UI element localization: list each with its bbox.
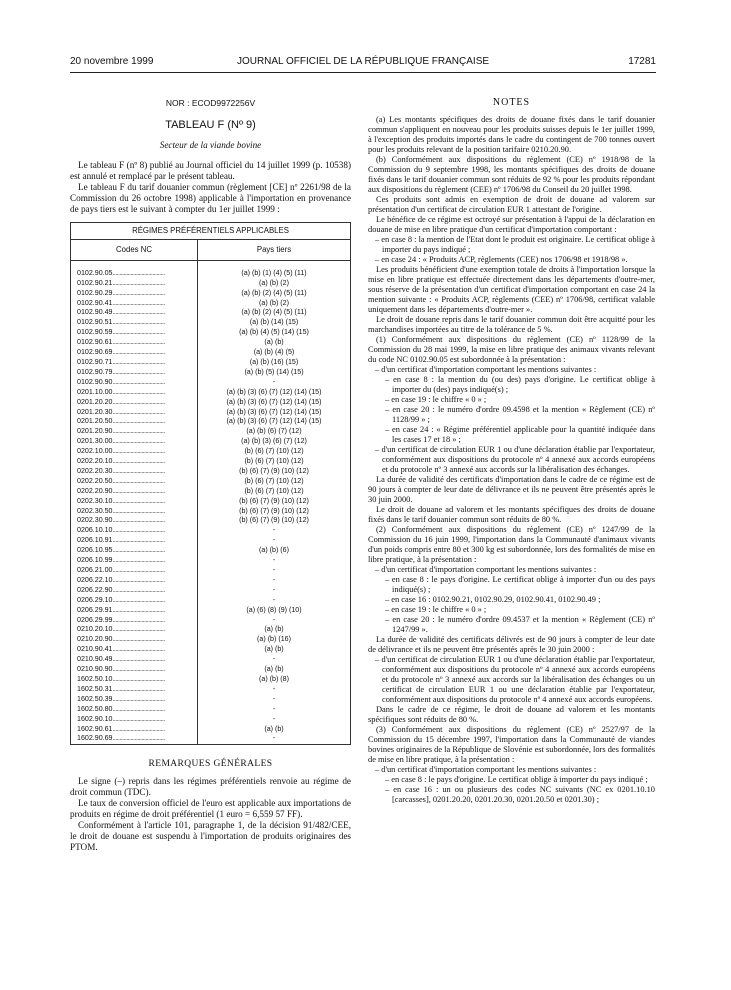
- leader-dots: ......................................: [112, 476, 165, 485]
- pays-tiers-cell: -: [198, 576, 351, 586]
- note-list-item: – d'un certificat d'importation comportant les mentions suivantes :: [375, 565, 597, 574]
- pays-tiers-cell: (a) (b) (8): [198, 675, 351, 685]
- code-nc-cell: [71, 556, 198, 566]
- leader-dots: ......................................: [112, 466, 165, 475]
- table-row: [71, 655, 351, 665]
- table-body: [71, 260, 351, 745]
- note-list-item: – en case 19 : le chiffre « 0 » ;: [385, 605, 487, 614]
- leader-dots: ......................................: [112, 595, 165, 604]
- table-row: [71, 487, 351, 497]
- leader-dots: ......................................: [112, 724, 165, 733]
- leader-dots: ......................................: [112, 704, 165, 713]
- code-nc-cell: [71, 477, 198, 487]
- code-nc: 0202.10.00: [77, 447, 113, 456]
- code-nc-cell: [71, 299, 198, 309]
- note-paragraph: (a) Les montants spécifiques des droits de douane fixés dans le tarif douanier commun s'appliquent en nouveau pour les produits suisses depuis le 1er juillet 1999, à l'exception des produits importés dans le cadre du contingent de 700 tonnes ouvert pour les produits relevant de la position tarifaire 0210.20.90.: [368, 115, 655, 154]
- header-page-number: 17281: [628, 56, 656, 67]
- leader-dots: ......................................: [112, 615, 165, 624]
- table-row: [71, 427, 351, 437]
- code-nc-cell: [71, 507, 198, 517]
- table-row: [71, 388, 351, 398]
- code-nc: 0210.20.90: [77, 635, 113, 644]
- leader-dots: ......................................: [112, 407, 165, 416]
- code-nc: 1602.90.61: [77, 724, 113, 733]
- code-nc-cell: [71, 536, 198, 546]
- table-row: [71, 616, 351, 626]
- note-list-item: – en case 16 : un ou plusieurs des codes NC suivants (NC ex 0201.10.10 [carcasses], 0201.20.20, 0201.20.30, 0201.20.50 et 0201.30) ;: [385, 785, 655, 804]
- table-row: [71, 734, 351, 744]
- leader-dots: ......................................: [112, 536, 165, 545]
- header-rule: [70, 72, 656, 73]
- column-header-codes: Codes NC: [71, 239, 198, 260]
- pays-tiers-cell: -: [198, 655, 351, 665]
- code-nc-cell: [71, 427, 198, 437]
- code-nc-cell: [71, 546, 198, 556]
- code-nc: 0102.90.69: [77, 348, 113, 357]
- leader-dots: ......................................: [112, 575, 165, 584]
- note-list-item: – en case 8 : le pays d'origine. Le certificat oblige à importer d'un ou des pays indiqué(s) ;: [385, 575, 655, 594]
- header-date: 20 novembre 1999: [70, 56, 154, 67]
- note-paragraph: Le bénéfice de ce régime est octroyé sur présentation à l'appui de la déclaration en douane de mise en libre pratique d'un certificat d'importation comportant :: [368, 215, 655, 234]
- code-nc-cell: [71, 398, 198, 408]
- leader-dots: ......................................: [112, 714, 165, 723]
- sector-subtitle: Secteur de la viande bovine: [159, 140, 262, 150]
- leader-dots: ......................................: [112, 585, 165, 594]
- code-nc: 0202.30.90: [77, 516, 113, 525]
- code-nc: 1602.50.80: [77, 704, 113, 713]
- table-row: [71, 576, 351, 586]
- table-row: [71, 665, 351, 675]
- code-nc: 0206.21.00: [77, 566, 113, 574]
- table-row: [71, 526, 351, 536]
- code-nc-cell: [71, 417, 198, 427]
- nor-reference: NOR : ECOD9972256V: [165, 98, 256, 108]
- leader-dots: ......................................: [112, 308, 165, 317]
- code-nc: 0102.90.21: [77, 278, 113, 287]
- code-nc: 0202.30.10: [77, 496, 113, 505]
- table-row: [71, 457, 351, 467]
- note-list-item: – en case 24 : « Produits ACP, règlements (CEE) nos 1706/98 et 1918/98 ».: [375, 255, 628, 264]
- pays-tiers-cell: -: [198, 378, 351, 388]
- leader-dots: ......................................: [112, 377, 165, 386]
- leader-dots: ......................................: [112, 506, 165, 515]
- code-nc-cell: [71, 269, 198, 279]
- pays-tiers-cell: (a) (b) (16) (15): [198, 358, 351, 368]
- table-row: [71, 299, 351, 309]
- code-nc: 0206.10.10: [77, 526, 113, 535]
- table-row: [71, 645, 351, 655]
- table-row: [71, 606, 351, 616]
- code-nc: 0201.30.00: [77, 437, 113, 446]
- note-paragraph: Le droit de douane ad valorem et les montants spécifiques des droits de douane fixés dans le tarif douanier commun sont réduits de 80 %.: [368, 505, 655, 524]
- code-nc: 0206.22.90: [77, 585, 113, 594]
- code-nc-cell: [71, 368, 198, 378]
- table-row: [71, 368, 351, 378]
- code-nc: 0201.20.50: [77, 417, 113, 426]
- leader-dots: ......................................: [112, 516, 165, 525]
- code-nc: 0202.30.50: [77, 506, 113, 515]
- leader-dots: ......................................: [112, 318, 165, 327]
- leader-dots: ......................................: [112, 734, 165, 743]
- pays-tiers-cell: (a) (6) (8) (9) (10): [198, 606, 351, 616]
- leader-dots: ......................................: [112, 298, 165, 307]
- note-paragraph: (b) Conformément aux dispositions du règlement (CE) nº 1918/98 de la Commission du 9 septembre 1998, les montants spécifiques des droits de douane fixés dans le tarif douanier commun sont réduits de 92 % pour les produits répondant aux dispositions du règlement (CEE) nº 1706/98 du Conseil du 20 juillet 1998.: [368, 155, 655, 194]
- code-nc-cell: [71, 715, 198, 725]
- note-paragraph: (2) Conformément aux dispositions du règlement (CE) nº 1247/99 de la Commission du 16 juin 1999, l'importation dans la Communauté d'animaux vivants d'un poids compris entre 80 et 300 kg est subordonnée, lors des formalités de mise en libre pratique, à la présentation :: [368, 525, 655, 564]
- note-list-item: – d'un certificat d'importation comportant les mentions suivantes :: [375, 765, 597, 774]
- leader-dots: ......................................: [112, 625, 165, 634]
- table-row: [71, 358, 351, 368]
- code-nc-cell: [71, 635, 198, 645]
- pays-tiers-cell: (a) (b) (1) (4) (5) (11): [198, 269, 351, 279]
- pays-tiers-cell: (a) (b): [198, 338, 351, 348]
- table-row: [71, 705, 351, 715]
- code-nc: 0206.10.95: [77, 546, 113, 555]
- code-nc-cell: [71, 655, 198, 665]
- remark-paragraph: Le signe (–) repris dans les régimes préférentiels renvoie au régime de droit commun (TDC).: [70, 776, 351, 798]
- code-nc-cell: [71, 516, 198, 526]
- note-paragraph: Le droit de douane repris dans le tarif douanier commun doit être acquitté pour les marchandises importées au titre de la tolérance de 5 %.: [368, 315, 655, 334]
- table-row: [71, 417, 351, 427]
- pays-tiers-cell: (a) (b) (6): [198, 546, 351, 556]
- table-row: [71, 536, 351, 546]
- code-nc: 0102.90.51: [77, 318, 113, 327]
- table-row: [71, 279, 351, 289]
- notes-body: [368, 115, 655, 805]
- table-row: [71, 715, 351, 725]
- code-nc: 0202.20.90: [77, 486, 113, 495]
- remarks-title: REMARQUES GÉNÉRALES: [148, 759, 273, 770]
- pays-tiers-cell: (b) (6) (7) (10) (12): [198, 457, 351, 467]
- note-paragraph: La durée de validité des certificats délivrés est de 90 jours à compter de leur date de délivrance et ils ne peuvent être présentés après le 30 juin 2000 :: [368, 635, 655, 654]
- note-paragraph: La durée de validité des certificats d'importation dans le cadre de ce régime est de 90 jours à compter de leur date de délivrance et ils ne peuvent être présentés après le 30 juin 2000.: [368, 475, 655, 504]
- note-list-item: – en case 16 : 0102.90.21, 0102.90.29, 0102.90.41, 0102.90.49 ;: [385, 595, 601, 604]
- pays-tiers-cell: (a) (b): [198, 625, 351, 635]
- leader-dots: ......................................: [112, 665, 165, 674]
- code-nc: 1602.50.10: [77, 674, 113, 683]
- code-nc: 0102.90.59: [77, 328, 113, 337]
- code-nc-cell: [71, 576, 198, 586]
- code-nc-cell: [71, 675, 198, 685]
- code-nc: 0206.29.10: [77, 595, 113, 604]
- pays-tiers-cell: (a) (b) (4) (5): [198, 348, 351, 358]
- leader-dots: ......................................: [112, 268, 165, 277]
- pays-tiers-cell: -: [198, 526, 351, 536]
- code-nc: 0102.90.05: [77, 268, 113, 277]
- code-nc: 0202.20.30: [77, 466, 113, 475]
- code-nc: 1602.90.10: [77, 714, 113, 723]
- pays-tiers-cell: (a) (b) (3) (6) (7) (12) (14) (15): [198, 388, 351, 398]
- pays-tiers-cell: (a) (b) (2): [198, 299, 351, 309]
- leader-dots: ......................................: [112, 496, 165, 505]
- pays-tiers-cell: -: [198, 685, 351, 695]
- code-nc-cell: [71, 378, 198, 388]
- left-column: [70, 98, 351, 853]
- page-header: [70, 56, 656, 70]
- note-list-item: – d'un certificat d'importation comportant les mentions suivantes :: [375, 365, 597, 374]
- code-nc-cell: [71, 566, 198, 576]
- intro-text: [70, 160, 351, 215]
- code-nc: 0206.10.91: [77, 536, 113, 545]
- notes-title: NOTES: [492, 97, 531, 108]
- code-nc-cell: [71, 695, 198, 705]
- leader-dots: ......................................: [112, 556, 165, 565]
- code-nc-cell: [71, 625, 198, 635]
- pays-tiers-cell: -: [198, 556, 351, 566]
- code-nc: 0206.29.91: [77, 605, 113, 614]
- code-nc-cell: [71, 328, 198, 338]
- pays-tiers-cell: -: [198, 536, 351, 546]
- leader-dots: ......................................: [112, 338, 165, 347]
- table-title: TABLEAU F (Nº 9): [165, 119, 256, 131]
- table-row: [71, 338, 351, 348]
- note-list-item: – en case 20 : le numéro d'ordre 09.4598 et la mention « Règlement (CE) nº 1128/99 » ;: [385, 405, 655, 424]
- code-nc-cell: [71, 408, 198, 418]
- code-nc-cell: [71, 358, 198, 368]
- code-nc: 0102.90.79: [77, 367, 113, 376]
- code-nc-cell: [71, 705, 198, 715]
- code-nc-cell: [71, 725, 198, 735]
- code-nc-cell: [71, 467, 198, 477]
- code-nc-cell: [71, 665, 198, 675]
- pays-tiers-cell: (b) (6) (7) (10) (12): [198, 477, 351, 487]
- leader-dots: ......................................: [112, 605, 165, 614]
- code-nc-cell: [71, 348, 198, 358]
- table-row: [71, 507, 351, 517]
- pays-tiers-cell: (a) (b) (4) (5) (14) (15): [198, 328, 351, 338]
- leader-dots: ......................................: [112, 447, 165, 456]
- leader-dots: ......................................: [112, 546, 165, 555]
- code-nc: 1602.50.31: [77, 684, 113, 693]
- remark-paragraph: Le taux de conversion officiel de l'euro est applicable aux importations de produits en régime de droit préférentiel (1 euro = 6,559 57 FF).: [70, 798, 351, 820]
- leader-dots: ......................................: [112, 486, 165, 495]
- code-nc: 0206.29.99: [77, 615, 113, 624]
- code-nc: 0210.90.41: [77, 645, 113, 654]
- note-list-item: – en case 20 : le numéro d'ordre 09.4537 et la mention « Règlement (CE) nº 1247/99 ».: [385, 615, 655, 634]
- pays-tiers-cell: (a) (b) (6) (7) (12): [198, 427, 351, 437]
- code-nc-cell: [71, 497, 198, 507]
- code-nc-cell: [71, 685, 198, 695]
- pays-tiers-cell: -: [198, 596, 351, 606]
- pays-tiers-cell: (a) (b): [198, 725, 351, 735]
- pays-tiers-cell: (b) (6) (7) (9) (10) (12): [198, 497, 351, 507]
- code-nc-cell: [71, 586, 198, 596]
- code-nc-cell: [71, 457, 198, 467]
- pays-tiers-cell: (b) (6) (7) (9) (10) (12): [198, 467, 351, 477]
- table-row: [71, 685, 351, 695]
- pays-tiers-cell: (a) (b): [198, 665, 351, 675]
- code-nc: 0202.20.10: [77, 457, 113, 466]
- table-row: [71, 497, 351, 507]
- code-nc-cell: [71, 734, 198, 744]
- code-nc: 0102.90.71: [77, 357, 113, 366]
- leader-dots: ......................................: [112, 655, 165, 664]
- tariff-table: [70, 222, 351, 745]
- code-nc-cell: [71, 279, 198, 289]
- code-nc: 1602.90.69: [77, 734, 113, 743]
- pays-tiers-cell: (a) (b) (3) (6) (7) (12) (14) (15): [198, 398, 351, 408]
- code-nc: 0201.20.90: [77, 427, 113, 436]
- right-column: [368, 98, 655, 805]
- intro-paragraph: Le tableau F (nº 8) publié au Journal officiel du 14 juillet 1999 (p. 10538) est annulé et remplacé par le présent tableau.: [70, 160, 351, 181]
- table-row: [71, 269, 351, 279]
- table-row: [71, 447, 351, 457]
- pays-tiers-cell: -: [198, 715, 351, 725]
- pays-tiers-cell: -: [198, 586, 351, 596]
- code-nc: 0210.90.90: [77, 665, 113, 674]
- note-paragraph: Les produits bénéficient d'une exemption totale de droits à l'importation lorsque la mise en libre pratique est effectuée directement dans les départements d'outre-mer, sous réserve de la présentation d'un certificat d'importation comportant en case 24 la mention suivante : « Produits ACP, règlements (CEE) nº 1706/98, certificat valable uniquement dans les départements d'outre-mer ».: [368, 265, 655, 314]
- leader-dots: ......................................: [112, 278, 165, 287]
- leader-dots: ......................................: [112, 328, 165, 337]
- leader-dots: ......................................: [112, 397, 165, 406]
- pays-tiers-cell: (a) (b) (5) (14) (15): [198, 368, 351, 378]
- leader-dots: ......................................: [112, 387, 165, 396]
- code-nc-cell: [71, 487, 198, 497]
- column-header-pays: Pays tiers: [198, 239, 351, 260]
- code-nc: 0210.20.10: [77, 625, 113, 634]
- header-journal: JOURNAL OFFICIEL DE LA RÉPUBLIQUE FRANÇAISE: [236, 56, 490, 67]
- leader-dots: ......................................: [112, 367, 165, 376]
- pays-tiers-cell: -: [198, 695, 351, 705]
- code-nc: 0206.10.99: [77, 556, 113, 565]
- note-paragraph: Dans le cadre de ce régime, le droit de douane ad valorem et les montants spécifiques sont réduits de 80 %.: [368, 705, 655, 724]
- pays-tiers-cell: (b) (6) (7) (9) (10) (12): [198, 516, 351, 526]
- table-row: [71, 625, 351, 635]
- code-nc: 0201.20.20: [77, 397, 113, 406]
- leader-dots: ......................................: [112, 684, 165, 693]
- code-nc-cell: [71, 318, 198, 328]
- table-header-main: RÉGIMES PRÉFÉRENTIELS APPLICABLES: [71, 223, 351, 240]
- table-row: [71, 289, 351, 299]
- leader-dots: ......................................: [112, 694, 165, 703]
- table-row: [71, 408, 351, 418]
- leader-dots: ......................................: [112, 566, 165, 574]
- code-nc-cell: [71, 645, 198, 655]
- code-nc-cell: [71, 437, 198, 447]
- table-row: [71, 546, 351, 556]
- table-row: [71, 398, 351, 408]
- pays-tiers-cell: -: [198, 616, 351, 626]
- code-nc-cell: [71, 447, 198, 457]
- pays-tiers-cell: (b) (6) (7) (10) (12): [198, 447, 351, 457]
- pays-tiers-cell: (b) (6) (7) (10) (12): [198, 487, 351, 497]
- pays-tiers-cell: -: [198, 734, 351, 744]
- leader-dots: ......................................: [112, 348, 165, 357]
- code-nc-cell: [71, 338, 198, 348]
- leader-dots: ......................................: [112, 357, 165, 366]
- table-row: [71, 586, 351, 596]
- code-nc: 0210.90.49: [77, 655, 113, 664]
- table-row: [71, 437, 351, 447]
- leader-dots: ......................................: [112, 437, 165, 446]
- code-nc: 0102.90.61: [77, 338, 113, 347]
- pays-tiers-cell: (a) (b) (3) (6) (7) (12) (14) (15): [198, 417, 351, 427]
- table-row: [71, 556, 351, 566]
- leader-dots: ......................................: [112, 427, 165, 436]
- pays-tiers-cell: -: [198, 566, 351, 576]
- pays-tiers-cell: (a) (b) (3) (6) (7) (12): [198, 437, 351, 447]
- note-list-item: – en case 8 : la mention de l'Etat dont le produit est originaire. Le certificat oblige à importer du pays indiqué ;: [375, 235, 655, 254]
- note-paragraph: (3) Conformément aux dispositions du règlement (CE) nº 2527/97 de la Commission du 15 décembre 1997, l'importation dans la Communauté de viandes bovines originaires de la République de Slovénie est subordonnée, lors des formalités de mise en libre pratique, à la présentation :: [368, 725, 655, 764]
- code-nc: 0102.90.29: [77, 288, 113, 297]
- table-row: [71, 675, 351, 685]
- pays-tiers-cell: (a) (b) (2): [198, 279, 351, 289]
- remark-paragraph: Conformément à l'article 101, paragraphe 1, de la décision 91/482/CEE, le droit de douane est suspendu à l'importation de produits originaires des PTOM.: [70, 820, 351, 853]
- table-row: [71, 695, 351, 705]
- code-nc: 0102.90.49: [77, 308, 113, 317]
- pays-tiers-cell: (a) (b) (14) (15): [198, 318, 351, 328]
- note-list-item: – d'un certificat de circulation EUR 1 ou d'une déclaration établie par l'exportateur, conformément aux dispositions du protocole nº 4 annexé aux accords européens et du protocole nº 3 annexé aux accords sur la libéralisation des échanges.: [375, 445, 655, 474]
- leader-dots: ......................................: [112, 645, 165, 654]
- code-nc: 0202.20.50: [77, 476, 113, 485]
- table-row: [71, 467, 351, 477]
- code-nc-cell: [71, 526, 198, 536]
- code-nc-cell: [71, 596, 198, 606]
- leader-dots: ......................................: [112, 288, 165, 297]
- code-nc: 0201.20.30: [77, 407, 113, 416]
- code-nc-cell: [71, 308, 198, 318]
- code-nc: 0102.90.41: [77, 298, 113, 307]
- table-row: [71, 596, 351, 606]
- table-row: [71, 725, 351, 735]
- leader-dots: ......................................: [112, 526, 165, 535]
- code-nc: 1602.50.39: [77, 694, 113, 703]
- table-row: [71, 308, 351, 318]
- note-list-item: – en case 24 : « Régime préférentiel applicable pour la quantité indiquée dans les cases 17 et 18 » ;: [385, 425, 655, 444]
- intro-paragraph: Le tableau F du tarif douanier commun (règlement [CE] nº 2261/98 de la Commission du 26 octobre 1998) applicable à l'importation en provenance de pays tiers est le suivant à compter du 1er juillet 1999 :: [70, 182, 351, 214]
- table-row: [71, 318, 351, 328]
- code-nc: 0206.22.10: [77, 575, 113, 584]
- leader-dots: ......................................: [112, 457, 165, 466]
- table-row: [71, 328, 351, 338]
- note-list-item: – en case 8 : la mention du (ou des) pays d'origine. Le certificat oblige à importer du (des) pays indiqué(s) ;: [385, 375, 655, 394]
- table-row: [71, 477, 351, 487]
- table-row: [71, 516, 351, 526]
- note-paragraph: (1) Conformément aux dispositions du règlement (CE) nº 1128/99 de la Commission du 28 mai 1999, la mise en libre pratique des animaux vivants relevant du code NC 0102.90.05 est subordonnée à la présentation :: [368, 335, 655, 364]
- leader-dots: ......................................: [112, 635, 165, 644]
- table-row: [71, 635, 351, 645]
- code-nc: 0102.90.90: [77, 377, 113, 386]
- pays-tiers-cell: (a) (b) (16): [198, 635, 351, 645]
- note-paragraph: Ces produits sont admis en exemption de droit de douane ad valorem sur présentation d'un certificat de circulation EUR 1 attestant de l'origine.: [368, 195, 655, 214]
- leader-dots: ......................................: [112, 674, 165, 683]
- code-nc-cell: [71, 606, 198, 616]
- note-list-item: – en case 19 : le chiffre « 0 » ;: [385, 395, 487, 404]
- code-nc-cell: [71, 388, 198, 398]
- code-nc: 0201.10.00: [77, 387, 113, 396]
- pays-tiers-cell: (a) (b): [198, 645, 351, 655]
- note-list-item: – d'un certificat de circulation EUR 1 ou d'une déclaration établie par l'exportateur, conformément aux dispositions du protocole nº 4 annexé aux accords européens et du protocole nº 3 annexé aux accords sur la libéralisation des échanges ou un certificat de circulation EUR 1 ou une déclaration établie par l'exportateur, conformément aux dispositions du protocole nº 4 annexé aux accords européens.: [375, 655, 655, 704]
- code-nc-cell: [71, 616, 198, 626]
- pays-tiers-cell: -: [198, 705, 351, 715]
- leader-dots: ......................................: [112, 417, 165, 426]
- table-row: [71, 378, 351, 388]
- pays-tiers-cell: (a) (b) (3) (6) (7) (12) (14) (15): [198, 408, 351, 418]
- table-row: [71, 348, 351, 358]
- pays-tiers-cell: (a) (b) (2) (4) (5) (11): [198, 308, 351, 318]
- pays-tiers-cell: (a) (b) (2) (4) (5) (11): [198, 289, 351, 299]
- note-list-item: – en case 8 : le pays d'origine. Le certificat oblige à importer du pays indiqué ;: [385, 775, 648, 784]
- table-row: [71, 566, 351, 576]
- pays-tiers-cell: (b) (6) (7) (9) (10) (12): [198, 507, 351, 517]
- code-nc-cell: [71, 289, 198, 299]
